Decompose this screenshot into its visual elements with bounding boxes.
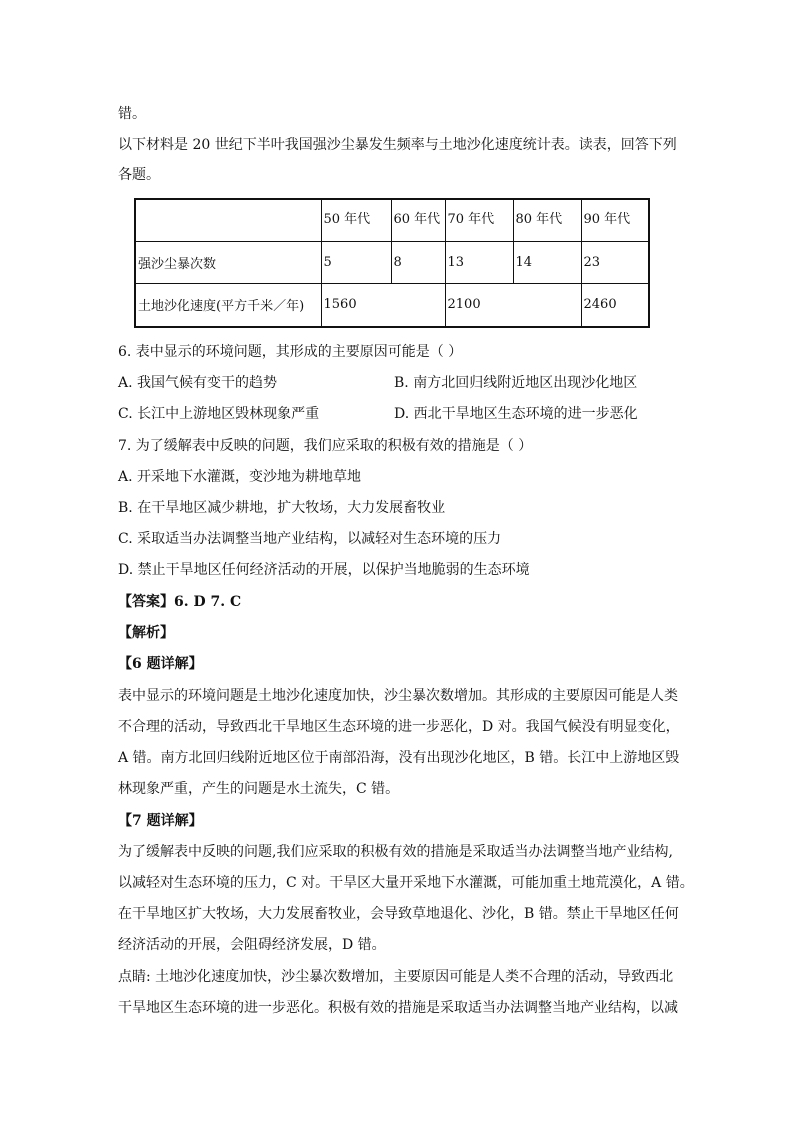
detail-7-line-2: 以减轻对生态环境的压力，C 对。干旱区大量开采地下水灌溉，可能加重土地荒漠化，A 错。 (118, 875, 694, 891)
question-6-stem: 6. 表中显示的环境问题，其形成的主要原因可能是（ ） (118, 344, 463, 360)
detail-7-line-3: 在干旱地区扩大牧场，大力发展畜牧业，会导致草地退化、沙化，B 错。禁止干旱地区任何 (118, 906, 679, 922)
row-label-desertification-speed: 土地沙化速度(平方千米／年) (135, 283, 321, 327)
table-header-70s: 70 年代 (445, 199, 513, 241)
detail-7-line-4: 经济活动的开展，会阻碍经济发展，D 错。 (118, 937, 386, 953)
question-7-stem: 7. 为了缓解表中反映的问题，我们应采取的积极有效的措施是（ ） (118, 438, 533, 454)
intro-line-2: 各题。 (118, 167, 160, 183)
detail-6-line-4: 林现象严重，产生的问题是水土流失，C 错。 (118, 781, 400, 797)
table-header-50s: 50 年代 (321, 199, 391, 241)
table-cell: 5 (321, 241, 391, 283)
question-7-option-b: B. 在干旱地区减少耕地，扩大牧场，大力发展畜牧业 (118, 500, 446, 516)
detail-7-line-1: 为了缓解表中反映的问题,我们应采取的积极有效的措施是采取适当办法调整当地产业结构, (118, 844, 673, 860)
question-7-option-a: A. 开采地下水灌溉，变沙地为耕地草地 (118, 469, 362, 485)
question-6-option-b: B. 南方北回归线附近地区出现沙化地区 (394, 375, 638, 391)
table-cell: 2100 (445, 283, 581, 327)
detail-6-line-2: 不合理的活动，导致西北干旱地区生态环境的进一步恶化，D 对。我国气候没有明显变化， (118, 719, 680, 735)
tip-line-1: 点睛: 土地沙化速度加快，沙尘暴次数增加，主要原因可能是人类不合理的活动，导致西北 (118, 969, 674, 985)
table-cell: 1560 (321, 283, 445, 327)
intro-line-0: 错。 (118, 106, 146, 122)
detail-7-heading: 【7 题详解】 (118, 813, 203, 829)
question-7-option-c: C. 采取适当办法调整当地产业结构，以减轻对生态环境的压力 (118, 531, 502, 547)
table-row (135, 283, 649, 327)
table-cell: 2460 (581, 283, 649, 327)
table-header-blank (135, 199, 321, 241)
table-header-80s: 80 年代 (513, 199, 581, 241)
table-cell: 13 (445, 241, 513, 283)
question-6-option-d: D. 西北干旱地区生态环境的进一步恶化 (394, 406, 638, 422)
question-7-option-d: D. 禁止干旱地区任何经济活动的开展，以保护当地脆弱的生态环境 (118, 562, 530, 578)
table-cell: 8 (391, 241, 445, 283)
answer-line: 【答案】6. D 7. C (118, 594, 242, 610)
question-6-option-c: C. 长江中上游地区毁林现象严重 (118, 406, 320, 422)
row-label-sandstorm-count: 强沙尘暴次数 (135, 241, 321, 283)
table-header-90s: 90 年代 (581, 199, 649, 241)
intro-line-1: 以下材料是 20 世纪下半叶我国强沙尘暴发生频率与土地沙化速度统计表。读表，回答下列 (118, 137, 677, 153)
detail-6-line-1: 表中显示的环境问题是土地沙化速度加快，沙尘暴次数增加。其形成的主要原因可能是人类 (118, 688, 678, 704)
sandstorm-statistics-table (134, 198, 650, 328)
table-header-60s: 60 年代 (391, 199, 445, 241)
detail-6-heading: 【6 题详解】 (118, 656, 203, 672)
tip-line-2: 干旱地区生态环境的进一步恶化。积极有效的措施是采取适当办法调整当地产业结构，以减 (118, 1000, 678, 1016)
table-cell: 23 (581, 241, 649, 283)
detail-6-line-3: A 错。南方北回归线附近地区位于南部沿海，没有出现沙化地区，B 错。长江中上游地区毁 (118, 750, 680, 766)
table-row (135, 241, 649, 283)
table-header-row (135, 199, 649, 241)
question-6-option-a: A. 我国气候有变干的趋势 (118, 375, 278, 391)
analysis-heading: 【解析】 (118, 625, 174, 641)
table-cell: 14 (513, 241, 581, 283)
